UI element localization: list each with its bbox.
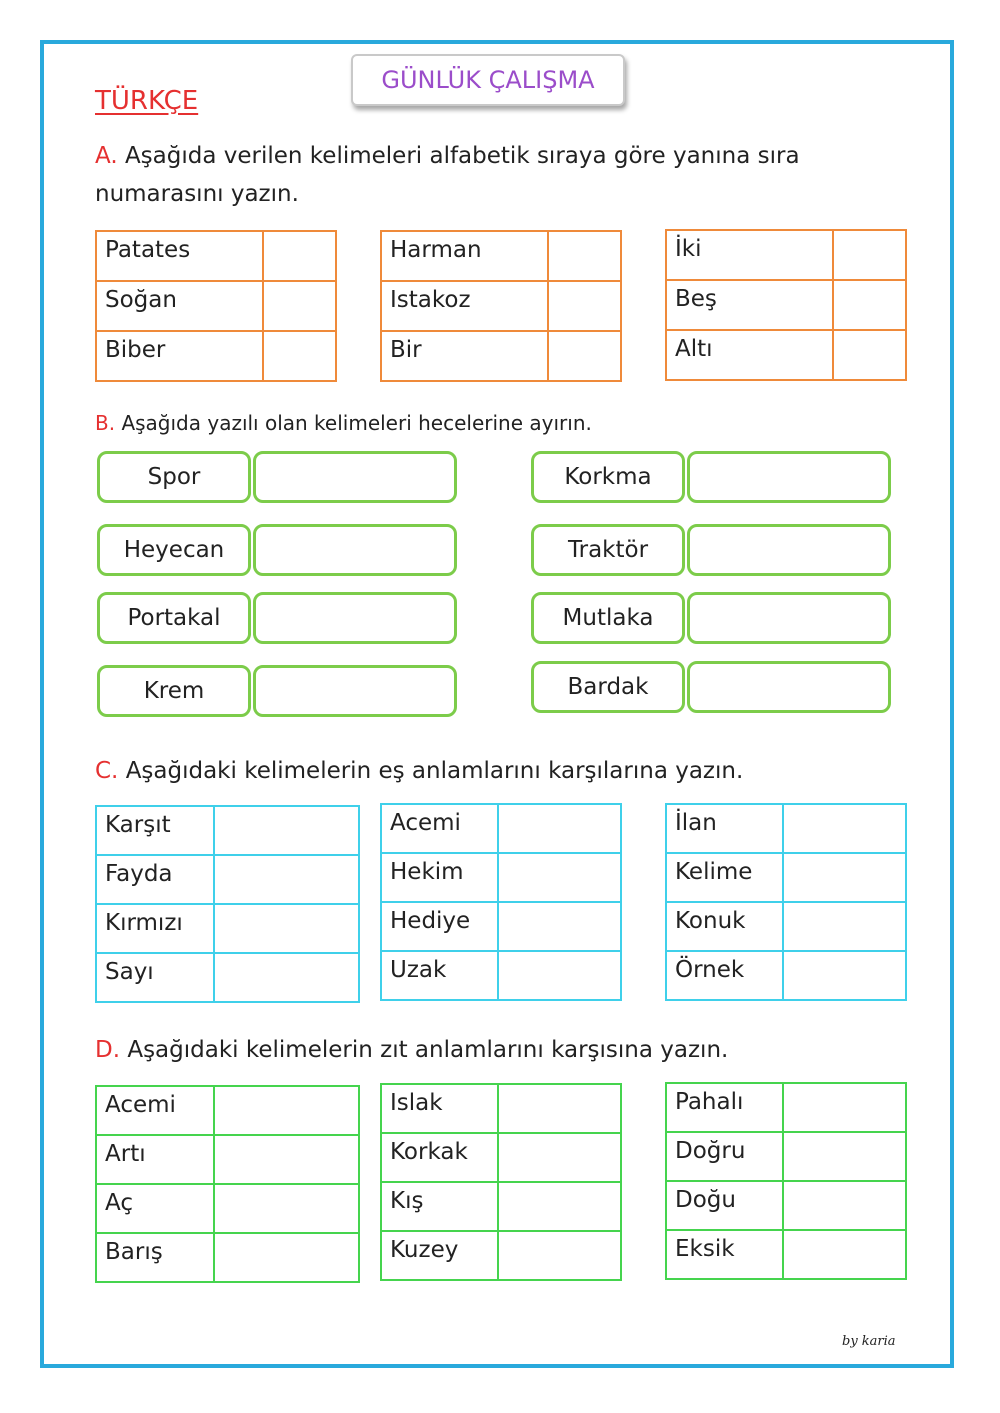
subject-heading: TÜRKÇE	[95, 86, 199, 116]
section-a-label: A.	[95, 143, 118, 169]
syllable-word: Bardak	[531, 661, 685, 713]
section-d-table-3	[665, 1082, 907, 1280]
word-cell: Konuk	[666, 902, 783, 951]
syllable-answer-box[interactable]	[253, 592, 457, 644]
section-a-instruction	[95, 137, 800, 213]
word-cell: Doğru	[666, 1132, 783, 1181]
word-cell: Pahalı	[666, 1083, 783, 1132]
answer-cell[interactable]	[783, 1230, 906, 1279]
syllable-row	[531, 524, 891, 576]
word-cell: Artı	[96, 1135, 214, 1184]
syllable-word: Portakal	[97, 592, 251, 644]
word-cell: Barış	[96, 1233, 214, 1282]
answer-cell[interactable]	[498, 1084, 621, 1133]
syllable-word: Traktör	[531, 524, 685, 576]
word-cell: Uzak	[381, 951, 498, 1000]
answer-cell[interactable]	[833, 330, 906, 380]
syllable-row	[531, 592, 891, 644]
answer-cell[interactable]	[783, 1132, 906, 1181]
word-cell: Kırmızı	[96, 904, 214, 953]
answer-cell[interactable]	[783, 1083, 906, 1132]
section-a-text-line1: Aşağıda verilen kelimeleri alfabetik sıraya göre yanına sıra	[124, 143, 800, 169]
section-c-label: C.	[95, 758, 119, 784]
word-cell: Sayı	[96, 953, 214, 1002]
word-cell: Altı	[666, 330, 833, 380]
answer-cell[interactable]	[548, 281, 621, 331]
word-cell: Beş	[666, 280, 833, 330]
word-cell: Acemi	[381, 804, 498, 853]
section-c-instruction	[95, 752, 743, 790]
section-a-table-1	[95, 230, 337, 382]
answer-cell[interactable]	[783, 902, 906, 951]
section-d-table-2	[380, 1083, 622, 1281]
section-d-instruction	[95, 1031, 728, 1069]
answer-cell[interactable]	[498, 902, 621, 951]
answer-cell[interactable]	[498, 1182, 621, 1231]
word-cell: Hekim	[381, 853, 498, 902]
word-cell: Örnek	[666, 951, 783, 1000]
word-cell: Bir	[381, 331, 548, 381]
section-c-table-1	[95, 805, 360, 1003]
word-cell: Biber	[96, 331, 263, 381]
syllable-word: Heyecan	[97, 524, 251, 576]
answer-cell[interactable]	[783, 853, 906, 902]
word-cell: Korkak	[381, 1133, 498, 1182]
page-title-text: GÜNLÜK ÇALIŞMA	[381, 66, 595, 94]
word-cell: Fayda	[96, 855, 214, 904]
word-cell: Karşıt	[96, 806, 214, 855]
section-d-text: Aşağıdaki kelimelerin zıt anlamlarını karşısına yazın.	[127, 1037, 729, 1063]
word-cell: Soğan	[96, 281, 263, 331]
answer-cell[interactable]	[548, 331, 621, 381]
syllable-row	[97, 592, 457, 644]
answer-cell[interactable]	[214, 1086, 359, 1135]
syllable-word: Mutlaka	[531, 592, 685, 644]
section-c-table-2	[380, 803, 622, 1001]
answer-cell[interactable]	[498, 804, 621, 853]
word-cell: Hediye	[381, 902, 498, 951]
section-b-text: Aşağıda yazılı olan kelimeleri hecelerine ayırın.	[121, 411, 592, 435]
answer-cell[interactable]	[214, 1184, 359, 1233]
syllable-row	[97, 665, 457, 717]
answer-cell[interactable]	[214, 855, 359, 904]
word-cell: Islak	[381, 1084, 498, 1133]
syllable-row	[531, 661, 891, 713]
answer-cell[interactable]	[833, 230, 906, 280]
word-cell: Doğu	[666, 1181, 783, 1230]
section-b-label: B.	[95, 411, 116, 435]
word-cell: Eksik	[666, 1230, 783, 1279]
section-c-table-3	[665, 803, 907, 1001]
section-b-instruction	[95, 404, 592, 442]
syllable-word: Krem	[97, 665, 251, 717]
answer-cell[interactable]	[833, 280, 906, 330]
word-cell: Aç	[96, 1184, 214, 1233]
word-cell: Kuzey	[381, 1231, 498, 1280]
answer-cell[interactable]	[498, 1133, 621, 1182]
word-cell: İlan	[666, 804, 783, 853]
answer-cell[interactable]	[783, 1181, 906, 1230]
word-cell: Acemi	[96, 1086, 214, 1135]
answer-cell[interactable]	[498, 1231, 621, 1280]
author-credit: by karia	[842, 1334, 896, 1349]
word-cell: İki	[666, 230, 833, 280]
answer-cell[interactable]	[214, 1135, 359, 1184]
word-cell: Kış	[381, 1182, 498, 1231]
syllable-answer-box[interactable]	[253, 524, 457, 576]
answer-cell[interactable]	[263, 281, 336, 331]
answer-cell[interactable]	[783, 804, 906, 853]
answer-cell[interactable]	[263, 231, 336, 281]
syllable-answer-box[interactable]	[687, 524, 891, 576]
syllable-word: Spor	[97, 451, 251, 503]
word-cell: Kelime	[666, 853, 783, 902]
syllable-answer-box[interactable]	[253, 451, 457, 503]
answer-cell[interactable]	[783, 951, 906, 1000]
word-cell: Istakoz	[381, 281, 548, 331]
syllable-row	[531, 451, 891, 503]
syllable-row	[97, 524, 457, 576]
answer-cell[interactable]	[214, 904, 359, 953]
syllable-word: Korkma	[531, 451, 685, 503]
section-d-label: D.	[95, 1037, 121, 1063]
section-d-table-1	[95, 1085, 360, 1283]
answer-cell[interactable]	[214, 806, 359, 855]
page-title	[351, 54, 625, 106]
answer-cell[interactable]	[498, 951, 621, 1000]
answer-cell[interactable]	[498, 853, 621, 902]
word-cell: Harman	[381, 231, 548, 281]
answer-cell[interactable]	[548, 231, 621, 281]
section-c-text: Aşağıdaki kelimelerin eş anlamlarını karşılarına yazın.	[125, 758, 744, 784]
word-cell: Patates	[96, 231, 263, 281]
answer-cell[interactable]	[263, 331, 336, 381]
syllable-row	[97, 451, 457, 503]
section-a-table-2	[380, 230, 622, 382]
section-a-table-3	[665, 229, 907, 381]
section-a-text-line2: numarasını yazın.	[95, 181, 299, 207]
answer-cell[interactable]	[214, 953, 359, 1002]
syllable-answer-box[interactable]	[687, 661, 891, 713]
answer-cell[interactable]	[214, 1233, 359, 1282]
syllable-answer-box[interactable]	[687, 451, 891, 503]
syllable-answer-box[interactable]	[253, 665, 457, 717]
syllable-answer-box[interactable]	[687, 592, 891, 644]
